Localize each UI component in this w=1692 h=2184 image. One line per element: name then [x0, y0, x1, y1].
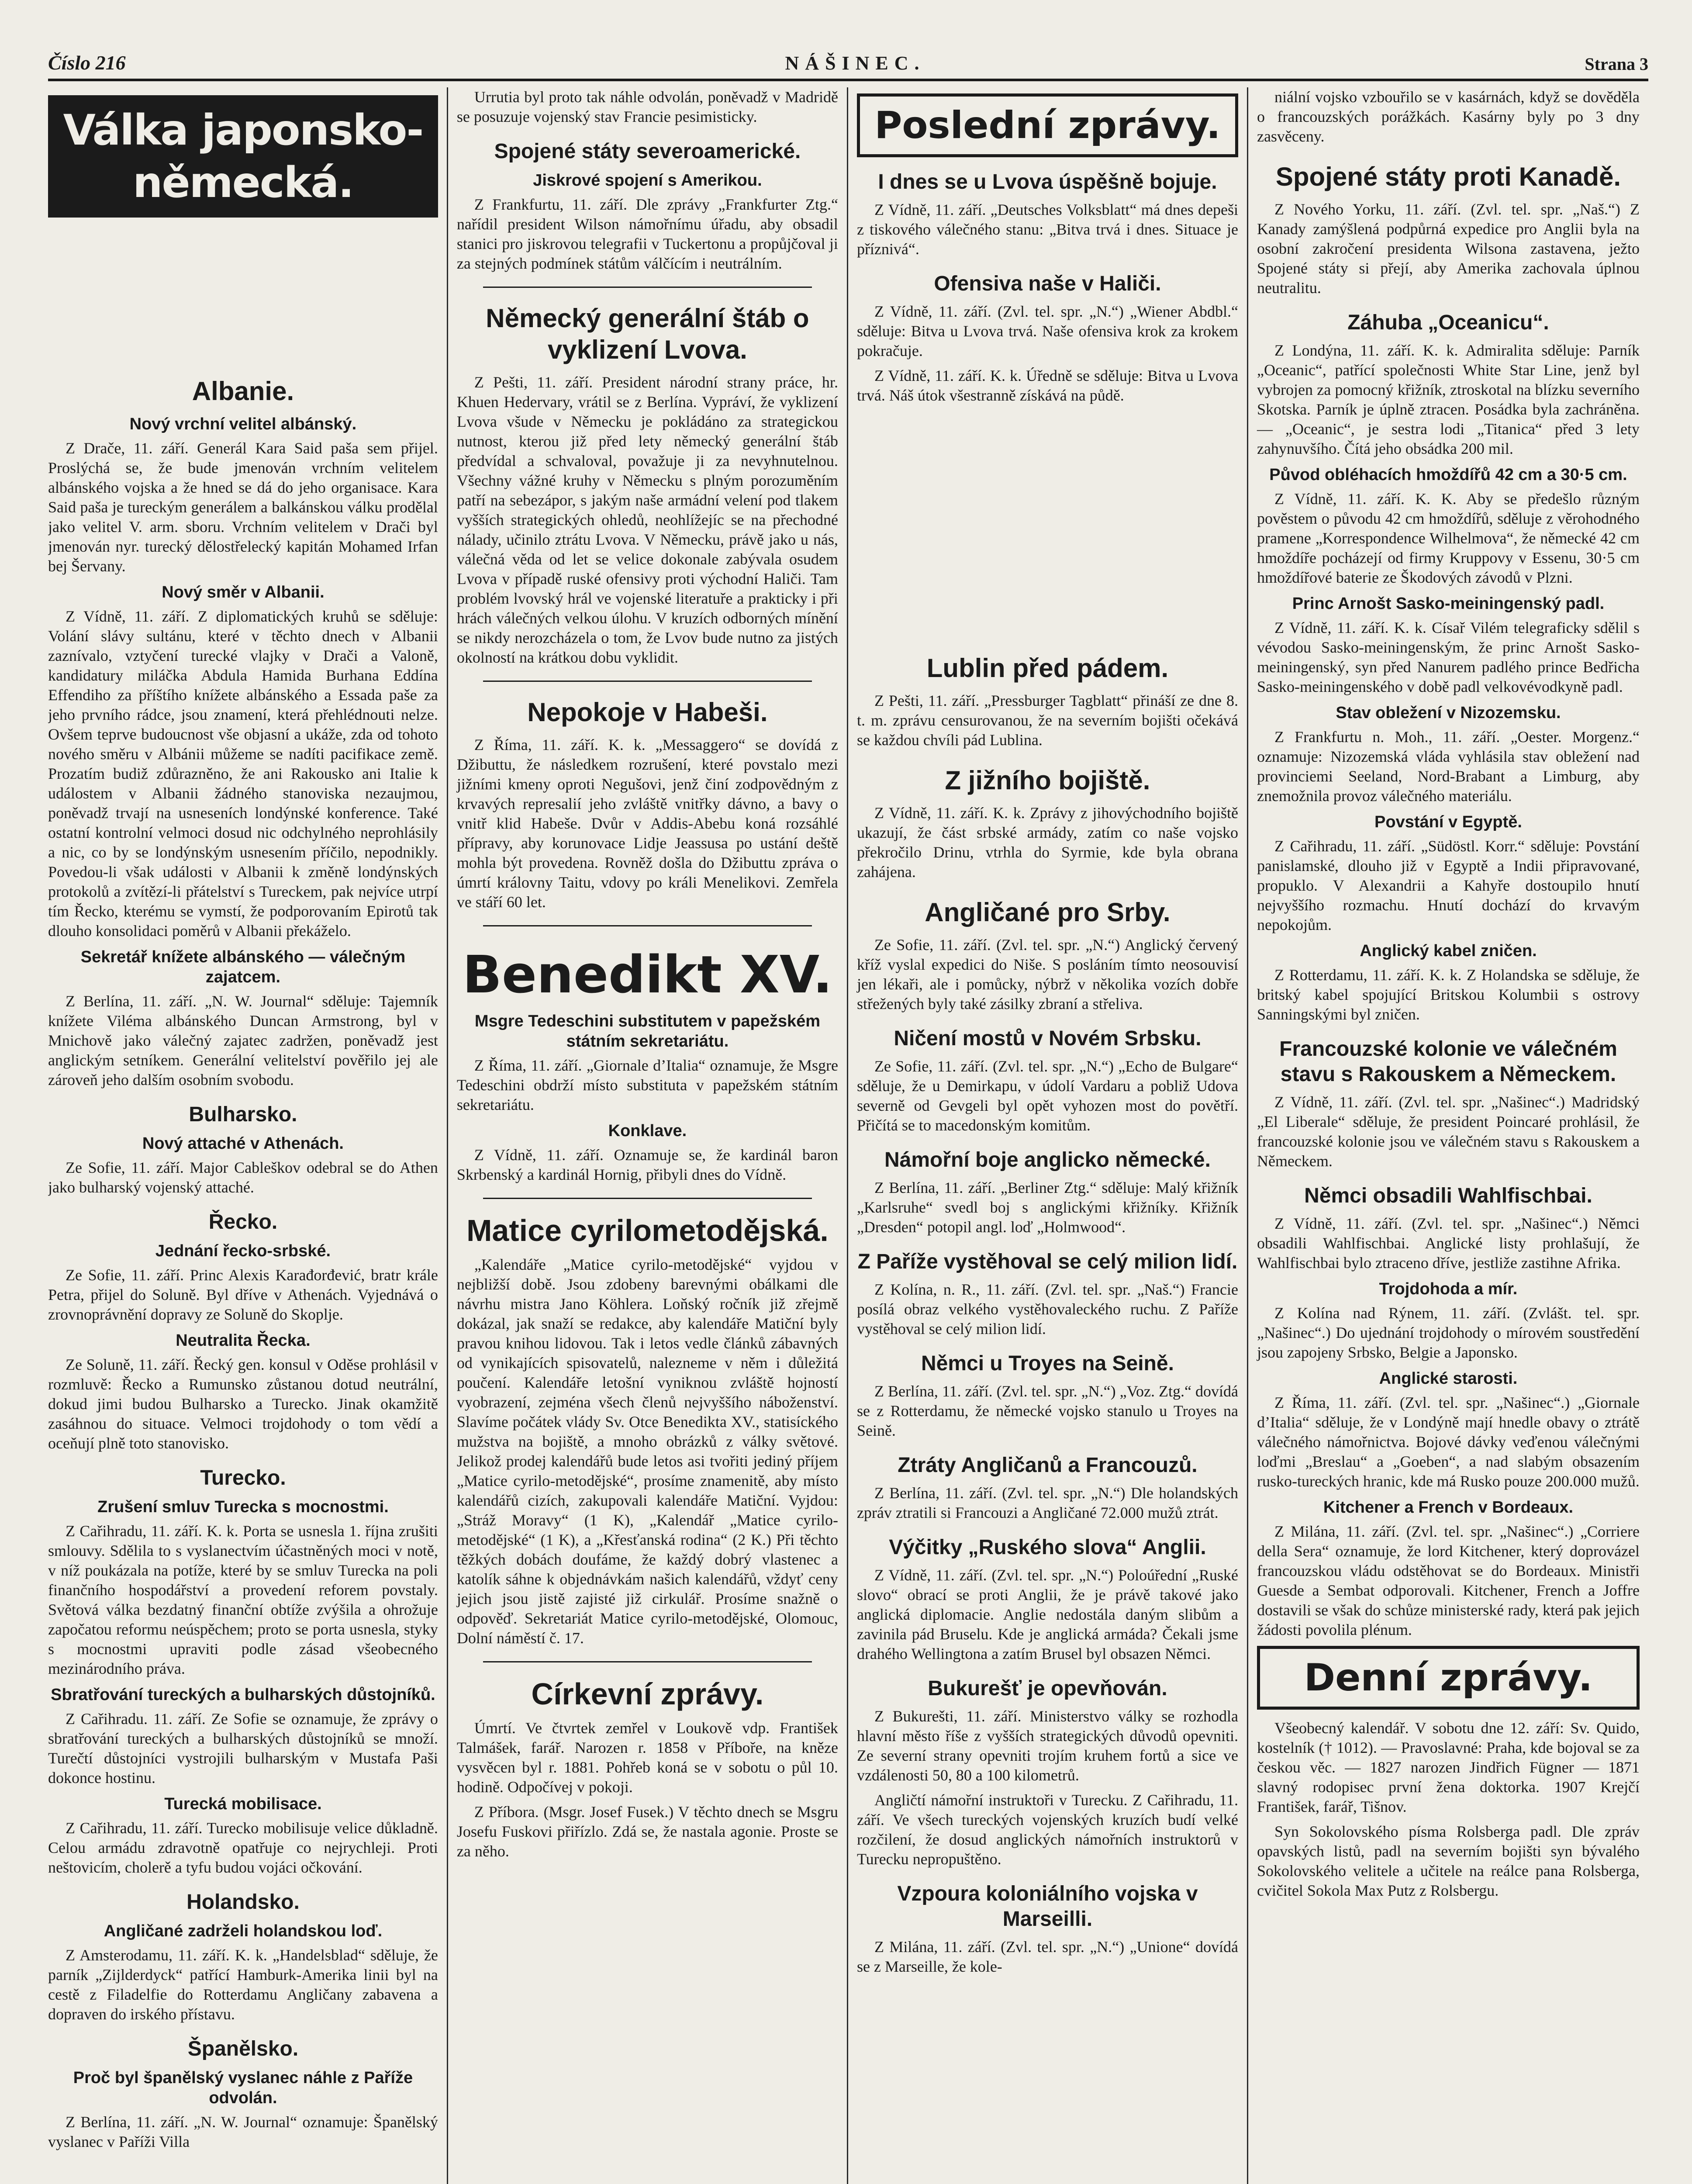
greece-text: Ze Sofie, 11. září. Princ Alexis Karađorđević, bratr krále Petra, přijel do Soluně. Byl dříve v Athenách. Vyjednává o zrovnoprávnění dopravy ze Soluně do Skoplje.	[48, 1266, 438, 1323]
church-heading: Církevní zprávy.	[531, 1677, 764, 1711]
galicia-heading: Ofensiva naše v Haliči.	[934, 272, 1161, 295]
usa-subheading: Jiskrové spojení s Amerikou.	[533, 171, 762, 190]
troyes-text: Z Berlína, 11. září. (Zvl. tel. spr. „N.“) „Voz. Ztg.“ dovídá se z Rotterdamu, že německé vojsko stanulo u Troyes na Seině.	[856, 1382, 1238, 1439]
matice-heading: Matice cyrilometodějská.	[466, 1213, 829, 1248]
greece-text-2: Ze Soluně, 11. září. Řecký gen. konsul v Oděse prohlásil v rozmluvě: Řecko a Rumunsko zůstanou dotud neutrální, dokud jimi budou Bulharsko a Turecko. Jinak okamžitě zasáhnou do situace. Velmoci trojdohody o tom vědí a oceňují plně toto stanovisko.	[48, 1356, 438, 1452]
troyes-heading: Němci u Troyes na Seině.	[921, 1352, 1174, 1375]
conclave-text: Z Vídně, 11. září. Oznamuje se, že kardinál baron Skrbenský a kardinál Hornig, přibyli dnes do Vídně.	[456, 1146, 838, 1183]
english-worries-heading: Anglické starosti.	[1379, 1369, 1518, 1388]
divider	[483, 925, 812, 926]
column-3	[848, 87, 1248, 2184]
egypt-text: Z Cařihradu, 11. září. „Südöstl. Korr.“ sděluje: Povstání panislamské, dlouho již v Egyptě a Indii připravované, propuklo. V Alexandrii a Kahyře dostoupilo hnutí nejvyššího rozmachu. Hnutí dochází do krvavým nepokojům.	[1257, 837, 1640, 933]
turkey-text: Z Cařihradu, 11. září. K. k. Porta se usnesla 1. října zrušiti smlouvy. Sdělila to s vyslanectvím účastněných moci v notě, v níž poukázala na potíže, které by se smluv Turecka na poli finančního hospodářství a provedení reforem povstaly. Světová válka bezdatný finanční obtíže zvýšila a ohrožuje započatou reformu neúspěchem; proto se porta usnesla, styky s mocnostmi upraviti podle zásad všeobecného mezinárodního práva.	[48, 1522, 438, 1677]
secretary-text: Z Berlína, 11. září. „N. W. Journal“ sděluje: Tajemník knížete Viléma albánského Duncan Armstrong, byl v Mnichově jako válečný zajatec zadržen, poněvadž jest anglickým setníkem. Generální velitelství pověřilo jej ale zároveň jeho dalším osobním svobodu.	[48, 992, 438, 1089]
wahlfischbai-heading: Němci obsadili Wahlfischbai.	[1304, 1184, 1592, 1207]
divider	[483, 1198, 812, 1199]
turkey-subheading-3: Turecká mobilisace.	[164, 1795, 322, 1813]
colonies-heading: Francouzské kolonie ve válečném stavu s Rakouskem a Německem.	[1279, 1037, 1617, 1086]
albania-subheading: Nový vrchní velitel albánský.	[129, 415, 357, 433]
instructors-text: Angličtí námořní instruktoři v Turecku. Z Cařihradu, 11. září. Ve všech tureckých vojenských kruzích budí velké rozčilení, že dosud anglických námořních instruktorů v Turecku nepropuštěno.	[856, 1791, 1238, 1868]
oceanic-text: Z Londýna, 11. září. K. k. Admiralita sděluje: Parník „Oceanic“, patřící společnosti White Star Line, jenž byl vybrojen za pomocný křižník, ztroskotal na blízku severního Skotska. Parník je úplně ztracen. Posádka byla zachráněna. — „Oceanic“, je sestra lodi „Titanica“ před 3 lety zahynuvšího. Čítá jeho obsádka 200 mil.	[1257, 342, 1640, 457]
turkey-subheading-2: Sbratřování tureckých a bulharských důstojníků.	[51, 1686, 435, 1704]
lvov-heading: I dnes se u Lvova úspěšně bojuje.	[878, 170, 1217, 194]
greece-subheading: Jednání řecko-srbské.	[155, 1242, 331, 1260]
egypt-heading: Povstání v Egyptě.	[1374, 813, 1522, 831]
lublin-heading: Lublin před pádem.	[926, 653, 1169, 683]
usa-heading: Spojené státy severoamerické.	[494, 140, 801, 163]
holland-text: Z Amsterodamu, 11. září. K. k. „Handelsblad“ sděluje, že parník „Zijlderdyck“ patřící Hamburk-Amerika linii byl na cestě z Filadelfie do Rotterdamu Angličany zabavena a dopraven do irského přístavu.	[48, 1946, 438, 2023]
newspaper-title: NÁŠINEC.	[785, 52, 925, 74]
naval-heading: Námořní boje anglicko německé.	[884, 1148, 1211, 1171]
marseille-heading: Vzpoura koloniálního vojska v Marseilli.	[897, 1882, 1198, 1931]
secretary-heading: Sekretář knížete albánského — válečným zajatcem.	[80, 948, 406, 986]
masthead	[48, 35, 1648, 81]
netherlands-heading: Stav obležení v Nizozemsku.	[1336, 704, 1561, 722]
turkey-text-2: Z Cařihradu. 11. září. Ze Sofie se oznamuje, že zprávy o sbratřování tureckých a bulharských důstojníků se množí. Turečtí důstojníci vystrojili bulharským v Mustafa Paši dokonce hostinu.	[48, 1710, 438, 1787]
canada-text: Z Nového Yorku, 11. září. (Zvl. tel. spr. „Naš.“) Z Kanady zamýšlená podpůrná expedice pro Anglii byla na osobní zakročení presidenta Wilsona zastavena, ježto Spojené státy si přejí, aby Amerika zachovala úplnou neutralitu.	[1257, 200, 1640, 297]
kitchener-heading: Kitchener a French v Bordeaux.	[1323, 1498, 1574, 1517]
galicia-text-2: Z Vídně, 11. září. K. k. Úředně se sděluje: Bitva u Lvova trvá. Náš útok všestranně získává na půdě.	[856, 367, 1238, 404]
daily-news-banner: Denní zprávy.	[1257, 1646, 1640, 1710]
divider	[483, 1661, 812, 1662]
albania-heading: Albanie.	[192, 377, 294, 406]
greece-heading: Řecko.	[208, 1210, 278, 1234]
spain-heading: Španělsko.	[187, 2037, 299, 2060]
war-title: Válka japonsko-německá.	[48, 95, 438, 218]
church-text-2: Z Příbora. (Msgr. Josef Fusek.) V těchto dnech se Msgru Josefu Fuskovi přiřízlo. Zdá se, že nastala agonie. Proste se za něho.	[456, 1803, 838, 1860]
mortar-heading: Původ obléhacích hmoždířů 42 cm a 30·5 cm.	[1269, 466, 1627, 484]
abyssinia-heading: Nepokoje v Habeši.	[527, 698, 768, 727]
paris-text: Z Kolína, n. R., 11. září. (Zvl. tel. spr. „Naš.“) Francie posílá obraz velkého vystěhovaleckého ruchu. Z Paříže vystěhoval se celý milion lidí.	[856, 1281, 1238, 1337]
south-front-heading: Z jižního bojiště.	[945, 766, 1150, 795]
bridges-heading: Ničení mostů v Novém Srbsku.	[894, 1027, 1202, 1050]
usa-text: Z Frankfurtu, 11. září. Dle zprávy „Frankfurter Ztg.“ nařídil president Wilson námořnímu úřadu, aby obsadil stanici pro jiskrovou telegrafii v Tuckertonu a propůjčoval ji za stejných podmínek státům válčícím i neutrálním.	[456, 196, 838, 272]
staff-heading: Německý generální štáb o vyklizení Lvova.	[486, 304, 809, 364]
benedikt-heading: Benedikt XV.	[463, 944, 832, 1005]
bulgaria-subheading: Nový attaché v Athenách.	[142, 1134, 344, 1153]
daily-news-text: Všeobecný kalendář. V sobotu dne 12. září: Sv. Quido, kostelník († 1012). — Pravoslavné: Praha, kde bojoval se za českou věc. — 1827 narozen Jindřich Fügner — 1871 slavný rodopisec první žena doktorka. 1907 Krejčí František, farář, Tišnov.	[1257, 1719, 1640, 1815]
bulgaria-heading: Bulharsko.	[189, 1103, 297, 1126]
albania-subheading-2: Nový směr v Albanii.	[162, 583, 325, 601]
spain-subheading: Proč byl španělský vyslanec náhle z Paříže odvolán.	[73, 2069, 413, 2107]
losses-text: Z Berlína, 11. září. (Zvl. tel. spr. „N.“) Dle holandských zpráv ztratili si Francouzi a Angličané 72.000 mužů ztrát.	[856, 1484, 1238, 1521]
albania-text-2: Z Vídně, 11. září. Z diplomatických kruhů se sděluje: Volání slávy sultánu, které v těchto dnech v Albanii zaznívalo, vztyčení turecké vlajky v Drači a Valoně, kandidatury miláčka Abdula Hamida Burhana Eddína Effendiho za příštího knížete albánského a Essada paše za jeho prvního rádce, jsou znamení, která přehlédnouti nelze. Ovšem teprve budoucnost vše objasní a ukáže, zda od tohoto nového směru v Albánii můžeme se nadíti pacifikace země. Prozatím budiž zdůrazněno, že ani Rakousko ani Italie k událostem v Albanii žádného stanoviska nezaujmou, poněvadž trvají na usneseních londýnské konference. Také ostatní kontrolní velmoci dosud nic odchylného neprohlásily a nic, co by se londýnským usnesením příčilo, nepodnikly. Povedou-li však události v Albanii k změně londýnských protokolů a zvítězí-li přátelství s Tureckem, pak nejvíce utrpí tím Řecko, kterému se vymstí, že podporovaním Epirotů tak dlouho konsolidaci poměrů v Albanii překáželo.	[48, 608, 438, 940]
wahlfischbai-text: Z Vídně, 11. září. (Zvl. tel. spr. „Našinec“.) Němci obsadili Wahlfischbai. Anglické listy prohlašují, že Wahlfischbai bylo ztraceno dříve, jestliže zastihne Afrika.	[1257, 1215, 1640, 1272]
staff-text: Z Pešti, 11. září. President národní strany práce, hr. Khuen Hedervary, vrátil se z Berlína. Vypráví, že vyklizení Lvova všude v Německu je pokládáno za strategickou nutnost, kterou již před lety německý generální štáb předvídal a schvaloval, považuje ji za nevyhnutelnou. Všechny vážné kruhy v Německu s plným porozuměním patří na sebezápor, s jakým naše armádní velení pod tlakem vyšších strategických ohledů, neohlížejíc se na přechodné nálady, učinilo ztrátu Lvova. V Německu, právě jako u nás, válečná věda od let se velice dokonale zabývala osudem Lvova v případě ruské ofensivy proti východní Haliči. Tam problém lvovský hrál ve vojenské literatuře a prakticky i při hrách válečných velkou úlohu. V kruzích odborných mínění se nikdy nerozcházela o tom, že Lvov bude nutno za jistých okolností na krátkou dobu vyklidit.	[456, 373, 838, 666]
turkey-heading: Turecko.	[200, 1466, 286, 1489]
holland-subheading: Angličané zadrželi holandskou loď.	[104, 1922, 383, 1940]
conclave-heading: Konklave.	[608, 1122, 687, 1140]
losses-heading: Ztráty Angličanů a Francouzů.	[898, 1454, 1198, 1477]
bridges-text: Ze Sofie, 11. září. (Zvl. tel. spr. „N.“) „Echo de Bulgare“ sděluje, že u Demirkapu, v údolí Vardaru a pobliž Udova severně od Gevgeli byl opět vyhozen most do povětří. Přičítá se to macedonským komitům.	[856, 1057, 1238, 1134]
issue-number: Číslo 216	[48, 52, 126, 74]
lvov-text: Z Vídně, 11. září. „Deutsches Volksblatt“ má dnes depeši z tiskového válečného stanu: „Bitva trvá i dnes. Situace je příznivá“.	[856, 201, 1238, 258]
netherlands-text: Z Frankfurtu n. Moh., 11. září. „Oester. Morgenz.“ oznamuje: Nizozemská vláda vyhlásila stav obležení nad provinciemi Seeland, Nord-Brabant a Limburg, aby znemožnila provoz válečného materiálu.	[1257, 728, 1640, 805]
ruske-slovo-text: Z Vídně, 11. září. (Zvl. tel. spr. „N.“) Poloúřední „Ruské slovo“ obrací se proti Anglii, že je právě takové jako anglická diplomacie. Anglie nedostála daným slibům a zavinila pád Bruselu. Kde je anglická armáda? Čekali jsme drahého Wellingtona a zatím Brusel byl obsazen Němci.	[856, 1566, 1238, 1662]
colonies-text: Z Vídně, 11. září. (Zvl. tel. spr. „Našinec“.) Madridský „El Liberale“ sděluje, že president Poincaré prohlásil, že francouzské kolonie jsou ve válečném stavu s Rakouskem a Německem.	[1257, 1093, 1640, 1170]
english-worries-text: Z Říma, 11. září. (Zvl. tel. spr. „Našinec“.) „Giornale d’Italia“ sděluje, že v Londýně mají hnedle obavy o ztrátě válečného námořnictva. Bojové dávky veďenou válečnými loďmi „Breslau“ a „Goeben“, a nad slabým obsazením rusko-tureckých hranic, kde má Rusko pouze 200.000 mužů.	[1257, 1394, 1640, 1490]
benedikt-text: Z Říma, 11. září. „Giornale d’Italia“ oznamuje, že Msgre Tedeschini obdrží místo substituta v papežském státním sekretariátu.	[456, 1057, 838, 1113]
benedikt-subheading: Msgre Tedeschini substitutem v papežském státním sekretariátu.	[474, 1012, 821, 1051]
bulgaria-text: Ze Sofie, 11. září. Major Cableškov odebral se do Athen jako bulharský vojenský attaché.	[48, 1159, 438, 1196]
cable-heading: Anglický kabel zničen.	[1360, 942, 1537, 960]
prince-text: Z Vídně, 11. září. K. k. Císař Vilém telegraficky sdělil s vévodou Sasko-meiningenským, že princ Arnošt Sasko-meiningenský, syn před Nanurem padlého prince Bedřicha Sasko-meiningenského v době padl velkovévodkyně padl.	[1257, 619, 1640, 695]
prince-heading: Princ Arnošt Sasko-meiningenský padl.	[1292, 594, 1605, 613]
spain-continued-text: Urrutia byl proto tak náhle odvolán, poněvadž v Madridě se posuzuje vojenský stav Francie pesimisticky.	[456, 88, 838, 125]
south-front-text: Z Vídně, 11. září. K. k. Zprávy z jihovýchodního bojiště ukazují, že část srbské armády, zatím co naše vojsko překročilo Drinu, vtrhla do Syrmie, kde byla obrana zahájena.	[856, 804, 1238, 881]
church-text: Úmrtí. Ve čtvrtek zemřel v Loukově vdp. František Talmášek, farář. Narozen r. 1858 v Příboře, na kněze vysvěcen byl r. 1881. Pohřeb koná se v sobotu o půl 10. hodině. Odpočívej v pokoji.	[456, 1719, 838, 1796]
triple-entente-text: Z Kolína nad Rýnem, 11. září. (Zvlášt. tel. spr. „Našinec“.) Do ujednání trojdohody o mírovém soustředění jsou zapojeny Srbsko, Belgie a Japonsko.	[1257, 1304, 1640, 1361]
page-number: Strana 3	[1585, 54, 1648, 74]
latest-news-banner: Poslední zprávy.	[857, 93, 1238, 157]
column-gap	[857, 411, 1238, 638]
bucharest-heading: Bukurešť je opevňován.	[928, 1677, 1167, 1700]
turkey-subheading: Zrušení smluv Turecka s mocnostmi.	[97, 1498, 389, 1516]
abyssinia-text: Z Říma, 11. září. K. k. „Messaggero“ se dovídá z Džibuttu, že následkem rozrušení, které povstalo mezi jižními kmeny oproti Negušovi, jenž činí zodpovědným z krvavých represalií jeho zvláště vnitřky dávno, a bavy o vnitř klid Habeše. Dvůr v Addis-Abebu koná rozsáhlé přípravy, aby korunovace Lidje Jeassusa po ustání deště mohla být provedena. Rovněž došla do Džibuttu zpráva o úmrtí královny Taitu, vdovy po králi Menelikovi. Zemřela ve stáří 60 let.	[456, 736, 838, 911]
galicia-text: Z Vídně, 11. září. (Zvl. tel. spr. „N.“) „Wiener Abdbl.“ sděluje: Bitva u Lvova trvá. Naše ofensiva krok za krokem pokračuje.	[856, 303, 1238, 359]
lublin-text: Z Pešti, 11. září. „Pressburger Tagblatt“ přináší ze dne 8. t. m. zprávu censurovanou, že na severním bojišti očekává se každou chvíli pád Lublina.	[856, 692, 1238, 749]
triple-entente-heading: Trojdohoda a mír.	[1379, 1280, 1518, 1298]
column-4	[1248, 87, 1648, 2184]
serbs-text: Ze Sofie, 11. září. (Zvl. tel. spr. „N.“) Anglický červený kříž vyslal expedici do Niše. S posláním tímto neosouvisí jen lékaři, ale i pomůcky, nýbrž v několika vozích dobře střežených byly také zásilky zbraní a střeliva.	[856, 936, 1238, 1013]
serbs-heading: Angličané pro Srby.	[925, 898, 1171, 927]
bucharest-text: Z Bukurešti, 11. září. Ministerstvo války se rozhodla hlavní město říše z vyšších strategických důvodů opevniti. Ze severní strany opevniti trojím kruhem fortů a sice ve vzdálenosti 50, 80 a 100 kilometrů.	[856, 1707, 1238, 1784]
canada-heading: Spojené státy proti Kanadě.	[1275, 162, 1621, 191]
matice-text: „Kalendáře „Matice cyrilo-metodějské“ vyjdou v nejbližší době. Jsou zdobeny barevnými obálkami dle návrhu mistra Jano Köhlera. Loňský ročník již zřejmě dokázal, jak snaží se redakce, aby kalendáře Matiční byly pravou knihou lidovou. Tak i letos vedle článků zábavných od vynikajících spisovatelů, nalezneme v něm i důležitá poučení. Kalendáře letošní vyniknou zvláště hojností vyobrazení, zejména všech členů nejvyššího náboženství. Slavíme počátek vlády Sv. Otce Benedikta XV., statisíckého mužstva na bojiště, a mnoho obrázků z války světové. Jelikož prodej kalendářů bude letos asi tvořiti jediný příjem „Matice cyrilo-metodějské“, prosíme znamenitě, aby místo kalendářů cizích, zakupovali kalendáře Matiční. Vyjdou: „Stráž Moravy“ (1 K), „Kalendář „Matice cyrilo-metodějské“ (1 K), a „Křesťanská rodina“ (2 K.) Při těchto těžkých dobách doufáme, že každý dobrý vlastenec a katolík sáhne k objednávkám našich kalendářů, vždyť ceny jejich jsou jistě zajisté již cirkulář. Prosíme snažně o odpověď. Sekretariát Matice cyrilo-metodějské, Olomouc, Dolní náměstí č. 17.	[456, 1256, 838, 1647]
title-spacer	[48, 230, 438, 361]
marseille-text: Z Milána, 11. září. (Zvl. tel. spr. „N.“) „Unione“ dovídá se z Marseille, že kole-	[856, 1938, 1238, 1975]
kitchener-text: Z Milána, 11. září. (Zvl. tel. spr. „Našinec“.) „Corriere della Sera“ oznamuje, že lord Kitchener, který doprovázel francouzskou vládu odstěhovat se do Bordeaux. Ministři Guesde a Sembat odporovali. Kitchener, French a Joffre dostavili se však do schůze ministerské rady, která pak jejich žádosti povolila plénum.	[1257, 1523, 1640, 1638]
turkey-text-3: Z Cařihradu, 11. září. Turecko mobilisuje velice důkladně. Celou armádu zdravotně opatřuje co nejrychleji. Proti neštovicím, cholerě a tyfu budou vojáci očkování.	[48, 1819, 438, 1876]
column-1	[48, 87, 448, 2184]
paris-heading: Z Paříže vystěhoval se celý milion lidí.	[857, 1250, 1238, 1273]
albania-text: Z Drače, 11. září. Generál Kara Said paša sem přijel. Proslýchá se, že bude jmenován vrchním velitelem albánského vojska a že hned se dá do jeho organisace. Kara Said paša je tureckým generálem a balkánskou válku prodělal jako velitel V. arm. sboru. Vrchním velitelem v Drači byl jmenován nyr. turecký dělostřelecký kapitán Mohamed Irfan bej Šervany.	[48, 439, 438, 575]
divider	[483, 287, 812, 288]
daily-news-text-2: Syn Sokolovského písma Rolsberga padl. Dle zpráv opavských listů, padl na severním bojišti syn bývalého Sokolovského velitele a učitele na reálce pana Rolsberga, cvičitel Sokola Max Putz z Rolsbergu.	[1257, 1823, 1640, 1899]
oceanic-heading: Záhuba „Oceanicu“.	[1347, 311, 1549, 334]
divider	[483, 681, 812, 682]
spain-text: Z Berlína, 11. září. „N. W. Journal“ oznamuje: Španělský vyslanec v Paříži Villa	[48, 2113, 438, 2150]
column-2	[448, 87, 848, 2184]
mortar-text: Z Vídně, 11. září. K. K. Aby se předešlo různým pověstem o původu 42 cm hmoždířů, sděluje z věrohodného pramene „Korrespondence Wilhelmova“, že německé 42 cm hmoždíře pocházejí od firmy Kruppovy v Essenu, 30·5 cm hmoždířové baterie ze Škodových závodů v Plzni.	[1257, 490, 1640, 586]
marseille-continued-text: niální vojsko vzbouřilo se v kasárnách, když se dověděla o francouzských porážkách. Kasárny byly po 3 dny zasvěceny.	[1257, 88, 1640, 145]
cable-text: Z Rotterdamu, 11. září. K. k. Z Holandska se sděluje, že britský kabel spojující Britskou Kolumbii s ostrovy Sanningskými byl zničen.	[1257, 966, 1640, 1023]
columns	[48, 87, 1648, 2184]
ruske-slovo-heading: Výčitky „Ruského slova“ Anglii.	[889, 1536, 1206, 1559]
naval-text: Z Berlína, 11. září. „Berliner Ztg.“ sděluje: Malý křižník „Karlsruhe“ svedl boj s anglickými křižníky. Křižník „Dresden“ potopil angl. loď „Holmwood“.	[856, 1179, 1238, 1236]
holland-heading: Holandsko.	[186, 1890, 300, 1914]
greece-subheading-2: Neutralita Řecka.	[176, 1331, 311, 1350]
